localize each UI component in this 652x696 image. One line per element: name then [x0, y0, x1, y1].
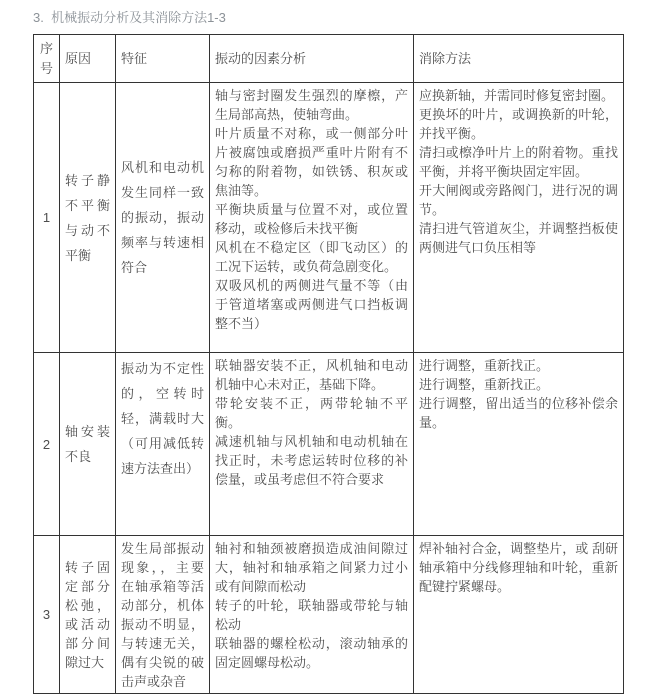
- cell-paragraph: 轴衬和轴颈被磨损造成油间隙过大，轴衬和轴承箱之间紧力过小或有间隙而松动: [215, 541, 408, 594]
- document-title: 3. 机械振动分析及其消除方法1-3: [33, 10, 226, 25]
- cell-paragraph: 清扫进气管道灰尘，并调整挡板使两侧进气口负压相等: [419, 221, 618, 255]
- methods-cell: [414, 536, 624, 694]
- feature-cell: 风机和电动机发生同样一致的振动，振动频率与转速相符合: [116, 83, 210, 353]
- analysis-cell: [210, 83, 414, 353]
- cell-paragraph: 进行调整，重新找正。: [419, 377, 550, 392]
- analysis-cell: [210, 536, 414, 694]
- cell-paragraph: 应换新轴，并需同时修复密封圈。: [419, 88, 615, 103]
- cause-cell: 转子静不平衡与动不平衡: [60, 83, 116, 353]
- cell-paragraph: 更换坏的叶片，或调换新的叶轮，并找平衡。: [419, 107, 618, 141]
- cell-paragraph: 双吸风机的两侧进气量不等（由于管道堵塞或两侧进气口挡板调整不当）: [215, 278, 408, 331]
- cell-paragraph: 进行调整，重新找正。: [419, 358, 550, 373]
- table-row: [34, 536, 624, 694]
- header-cell-analysis: 振动的因素分析: [210, 35, 414, 83]
- cause-cell: 转子固定部分松弛，或活动部分间隙过大: [60, 536, 116, 694]
- cell-paragraph: 焊补轴衬合金，调整垫片，或 刮研轴承箱中分线修理轴和叶轮，重新配键拧紧螺母。: [419, 541, 618, 594]
- cause-cell: 轴安装不良: [60, 353, 116, 536]
- feature-cell: 振动为不定性的，空转时轻，满载时大（可用减低转速方法查出）: [116, 353, 210, 536]
- row-serial: 3: [34, 536, 60, 694]
- header-cell-methods: 消除方法: [414, 35, 624, 83]
- table-header-row: [34, 35, 624, 83]
- header-cell-cause: 原因: [60, 35, 116, 83]
- cell-paragraph: 联轴器的螺栓松动，滚动轴承的固定圆螺母松动。: [215, 636, 408, 670]
- cell-paragraph: 轴与密封圈发生强烈的摩檫，产生局部高热，使轴弯曲。: [215, 88, 408, 122]
- cell-paragraph: 平衡块质量与位置不对，或位置移动，或检修后未找平衡: [215, 202, 408, 236]
- table-row: [34, 83, 624, 353]
- cell-paragraph: 叶片质量不对称，或一侧部分叶片被腐蚀或磨损严重叶片附有不匀称的附着物，如铁锈、积灰或焦油等。: [215, 126, 408, 198]
- methods-cell: [414, 83, 624, 353]
- analysis-cell: [210, 353, 414, 536]
- cell-paragraph: 带轮安装不正，两带轮轴不平衡。: [215, 396, 408, 430]
- methods-cell: [414, 353, 624, 536]
- cell-paragraph: 开大闸阀或旁路阀门，进行况的调节。: [419, 183, 618, 217]
- feature-cell: 发生局部振动现象，，主要在轴承箱等活动部分，机体振动不明显，与转速无关，偶有尖锐的破击声或杂音: [116, 536, 210, 694]
- cell-paragraph: 减速机轴与风机轴和电动机轴在找正时，未考虑运转时位移的补偿量，或虽考虑但不符合要求: [215, 434, 408, 487]
- cell-paragraph: 联轴器安装不正，风机轴和电动机轴中心未对正，基础下降。: [215, 358, 408, 392]
- cell-paragraph: 转子的叶轮，联轴器或带轮与轴松动: [215, 598, 408, 632]
- table-row: [34, 353, 624, 536]
- row-serial: 1: [34, 83, 60, 353]
- vibration-analysis-table: [33, 34, 624, 694]
- cell-paragraph: 清扫或檫净叶片上的附着物。重找平衡，并将平衡块固定牢固。: [419, 145, 618, 179]
- cell-paragraph: 进行调整，留出适当的位移补偿余量。: [419, 396, 618, 430]
- header-cell-feature: 特征: [116, 35, 210, 83]
- row-serial: 2: [34, 353, 60, 536]
- cell-paragraph: 风机在不稳定区（即飞动区）的工况下运转，或负荷急剧变化。: [215, 240, 408, 274]
- header-cell-serial: 序号: [34, 35, 60, 83]
